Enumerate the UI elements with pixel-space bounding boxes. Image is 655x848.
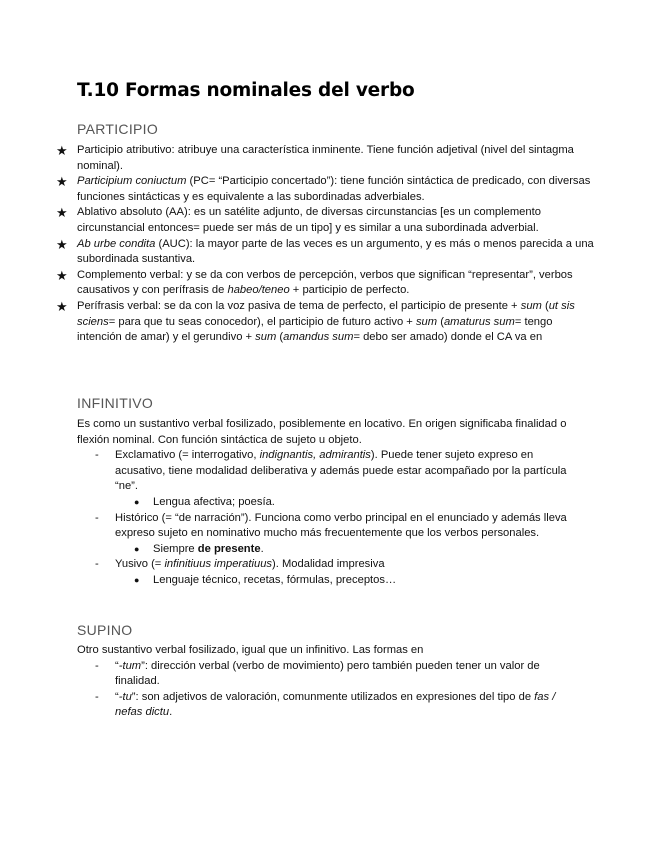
infinitivo-heading: INFINITIVO [77, 395, 154, 411]
sub-list [115, 542, 577, 558]
list-item: ★ Complemento verbal: y se da con verbos de percepción, verbos que significan “representar”, verbos causativos y con perífrasis de habeo/teneo + participio de perfecto. [56, 267, 573, 297]
star-bullet-icon: ★ [56, 267, 68, 283]
list-item: ★ Ab urbe condita (AUC): la mayor parte de las veces es un argumento, y es más o menos parecida a una subordinada sustantiva. [56, 236, 594, 266]
star-bullet-icon: ★ [56, 236, 68, 252]
list-item: - “-tum”: dirección verbal (verbo de movimiento) pero también pueden tener un valor de finalidad. [95, 659, 540, 688]
dot-bullet-icon: ● [134, 496, 140, 507]
dash-bullet: - [95, 449, 99, 462]
supino-heading: SUPINO [77, 622, 133, 638]
list-item: - Exclamativo (= interrogativo, indignantis, admirantis). Puede tener sujeto expreso en acusativo, tiene modalidad deliberativa y además puede estar acompañado por la partícula “ne”. ● Lengua afectiva; poesía. [77, 448, 577, 510]
dash-bullet: - [95, 511, 99, 524]
list-item: - Yusivo (= infinitiuus imperatiuus). Modalidad impresiva ● Lenguaje técnico, recetas, fórmulas, preceptos… [77, 557, 577, 588]
list-item: ★ Ablativo absoluto (AA): es un satélite adjunto, de diversas circunstancias [es un complemento circunstancial entonces= puede ser más de un tipo] y es similar a una subordinada adverbial. [56, 205, 541, 234]
dot-bullet-icon: ● [134, 543, 140, 554]
star-bullet-icon: ★ [56, 174, 68, 190]
list-item: ★ Perífrasis verbal: se da con la voz pasiva de tema de perfecto, el participio de presente + sum (ut sis sciens= para que tu seas conocedor), el participio de futuro activo + sum (amaturus sum= tengo intención de amar) y el gerundivo + sum (amandus sum= debo ser amado) donde el CA va en [56, 298, 575, 344]
participio-heading: PARTICIPIO [77, 121, 159, 137]
sub-list-item: ● Siempre de presente. [77, 542, 577, 558]
sub-list-item: ● Lenguaje técnico, recetas, fórmulas, preceptos… [77, 573, 577, 589]
dash-bullet: - [95, 558, 99, 571]
sub-list [115, 495, 577, 511]
supino-list [77, 659, 577, 721]
dot-bullet-icon: ● [134, 574, 140, 585]
star-bullet-icon: ★ [56, 143, 68, 158]
supino-section [77, 643, 577, 721]
sub-list-item: ● Lengua afectiva; poesía. [77, 495, 577, 511]
list-item: - “-tu”: son adjetivos de valoración, comunmente utilizados en expresiones del tipo de fas / nefas dictu. [95, 690, 556, 719]
list-item: ★ Participium coniuctum (PC= “Participio concertado”): tiene función sintáctica de predicado, con diversas funciones sintácticas y es equivalente a las subordinadas adverbiales. [56, 174, 591, 203]
sub-list [115, 573, 577, 589]
dash-bullet: - [95, 659, 99, 672]
infinitivo-intro: Es como un sustantivo verbal fosilizado, posiblemente en locativo. En origen significaba finalidad o flexión nominal. Con función sintáctica de sujeto u objeto. [77, 418, 567, 446]
infinitivo-list [77, 448, 577, 588]
infinitivo-section [77, 417, 577, 589]
dash-bullet: - [95, 690, 99, 703]
page-title: T.10 Formas nominales del verbo [77, 80, 415, 101]
supino-intro: Otro sustantivo verbal fosilizado, igual que un infinitivo. Las formas en [77, 644, 424, 656]
list-item: ★ Participio atributivo: atribuye una característica inminente. Tiene función adjetival (nivel del sintagma nominal). [56, 143, 574, 172]
star-bullet-icon: ★ [56, 298, 68, 314]
star-bullet-icon: ★ [56, 205, 68, 221]
list-item: - Histórico (= “de narración”). Funciona como verbo principal en el enunciado y además lleva expreso sujeto en nominativo mucho más frecuentemente que los verbos personales. ● Siempre de presente. [77, 511, 577, 558]
participio-list [56, 143, 596, 346]
